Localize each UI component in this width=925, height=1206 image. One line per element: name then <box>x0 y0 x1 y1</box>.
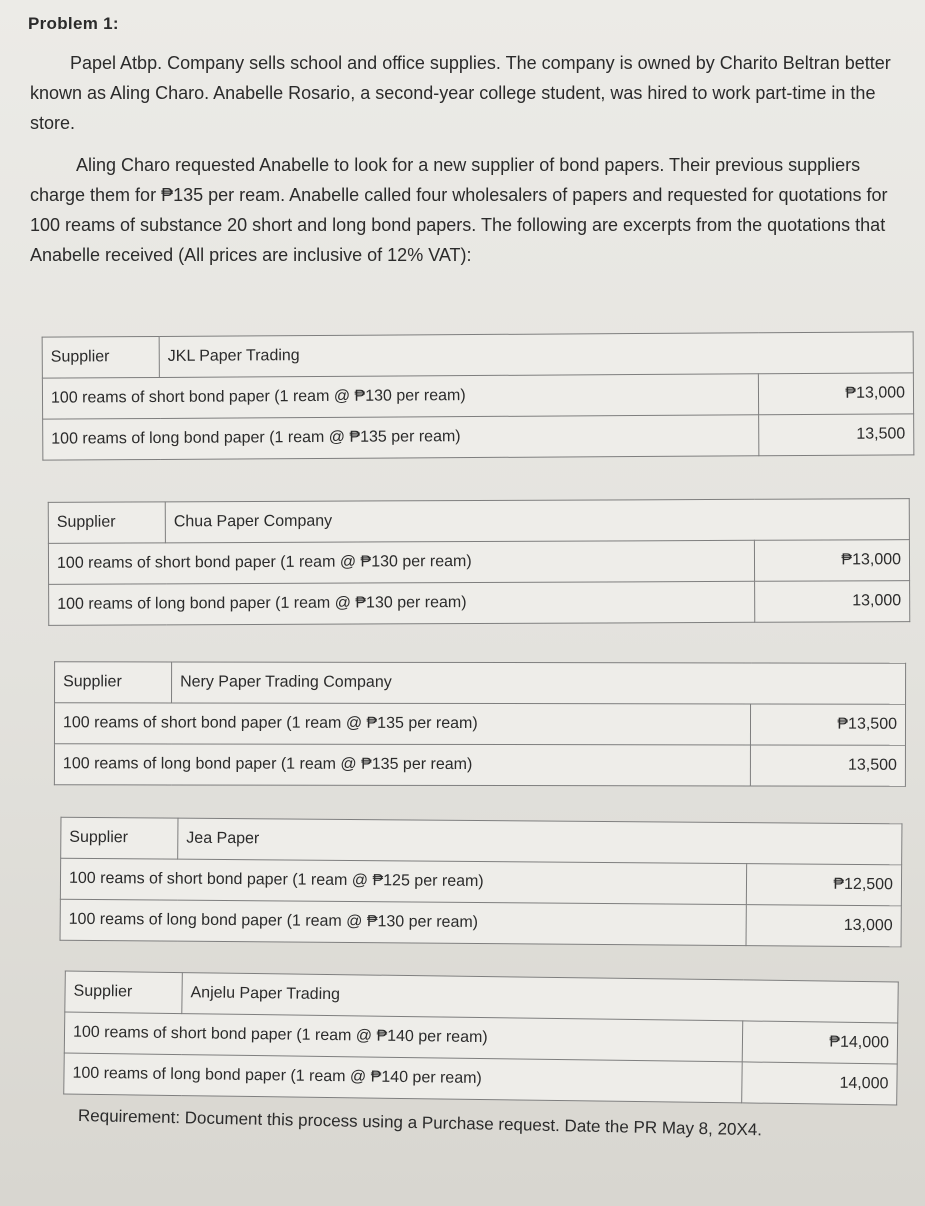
supplier-quotation-table <box>48 498 911 626</box>
quotation-row <box>60 899 901 947</box>
item-amount: 14,000 <box>742 1062 898 1105</box>
quotation-row <box>42 373 913 419</box>
item-description: 100 reams of short bond paper (1 ream @ ₱135 per ream) <box>54 703 750 745</box>
item-amount: 13,500 <box>750 745 905 786</box>
supplier-label: Supplier <box>48 502 165 544</box>
quotation-row <box>60 858 901 906</box>
item-description: 100 reams of long bond paper (1 ream @ ₱130 per ream) <box>49 581 755 625</box>
problem-title: Problem 1: <box>28 14 119 33</box>
supplier-quotation-table <box>60 817 903 948</box>
requirement-text: Requirement: Document this process using a Purchase request. Date the PR May 8, 20X4. <box>77 1106 763 1140</box>
supplier-header-row <box>61 817 902 865</box>
supplier-name: JKL Paper Trading <box>159 332 913 378</box>
item-amount: ₱13,500 <box>750 704 905 745</box>
quotation-row <box>49 581 910 626</box>
item-description: 100 reams of short bond paper (1 ream @ ₱125 per ream) <box>60 858 746 904</box>
item-description: 100 reams of long bond paper (1 ream @ ₱135 per ream) <box>54 744 750 786</box>
supplier-quotation-table <box>54 661 906 786</box>
supplier-header-row <box>48 499 909 544</box>
item-amount: ₱13,000 <box>754 540 909 582</box>
item-amount: 13,000 <box>746 905 901 947</box>
supplier-name: Nery Paper Trading Company <box>172 662 906 704</box>
supplier-label: Supplier <box>65 971 183 1014</box>
intro-paragraph: Papel Atbp. Company sells school and office supplies. The company is owned by Charito Beltran better known as Aling Charo. Anabelle Rosario, a second-year college student, was hired to work part-time in the store. <box>30 53 891 133</box>
item-description: 100 reams of long bond paper (1 ream @ ₱140 per ream) <box>64 1053 742 1103</box>
supplier-label: Supplier <box>55 662 172 703</box>
quotation-row <box>43 414 914 460</box>
item-description: 100 reams of short bond paper (1 ream @ ₱130 per ream) <box>48 540 754 584</box>
item-amount: 13,500 <box>759 414 914 456</box>
quotation-row <box>54 703 905 745</box>
supplier-quotation-table <box>42 331 915 460</box>
supplier-quotation-table <box>63 971 899 1106</box>
item-amount: 13,000 <box>755 581 910 623</box>
supplier-label: Supplier <box>42 336 159 378</box>
item-description: 100 reams of short bond paper (1 ream @ ₱130 per ream) <box>42 374 758 419</box>
item-description: 100 reams of long bond paper (1 ream @ ₱135 per ream) <box>43 415 759 460</box>
request-paragraph: Aling Charo requested Anabelle to look for a new supplier of bond papers. Their previous suppliers charge them for ₱135 per ream. Anabelle called four wholesalers of papers and requested for quotations for 100 reams of substance 20 short and long bond papers. The following are excerpts from the quotations that Anabelle received (All prices are inclusive of 12% VAT): <box>30 155 888 265</box>
item-description: 100 reams of short bond paper (1 ream @ ₱140 per ream) <box>64 1012 742 1062</box>
supplier-name: Jea Paper <box>178 818 902 865</box>
supplier-header-row <box>42 332 913 378</box>
supplier-header-row <box>55 662 906 704</box>
item-amount: ₱12,500 <box>746 864 901 906</box>
supplier-name: Chua Paper Company <box>165 499 909 543</box>
item-amount: ₱13,000 <box>758 373 913 415</box>
quotation-row <box>54 744 905 786</box>
item-description: 100 reams of long bond paper (1 ream @ ₱130 per ream) <box>60 899 746 945</box>
item-amount: ₱14,000 <box>742 1021 898 1064</box>
quotation-row <box>48 540 909 585</box>
supplier-name: Anjelu Paper Trading <box>182 973 898 1023</box>
supplier-label: Supplier <box>61 817 178 859</box>
